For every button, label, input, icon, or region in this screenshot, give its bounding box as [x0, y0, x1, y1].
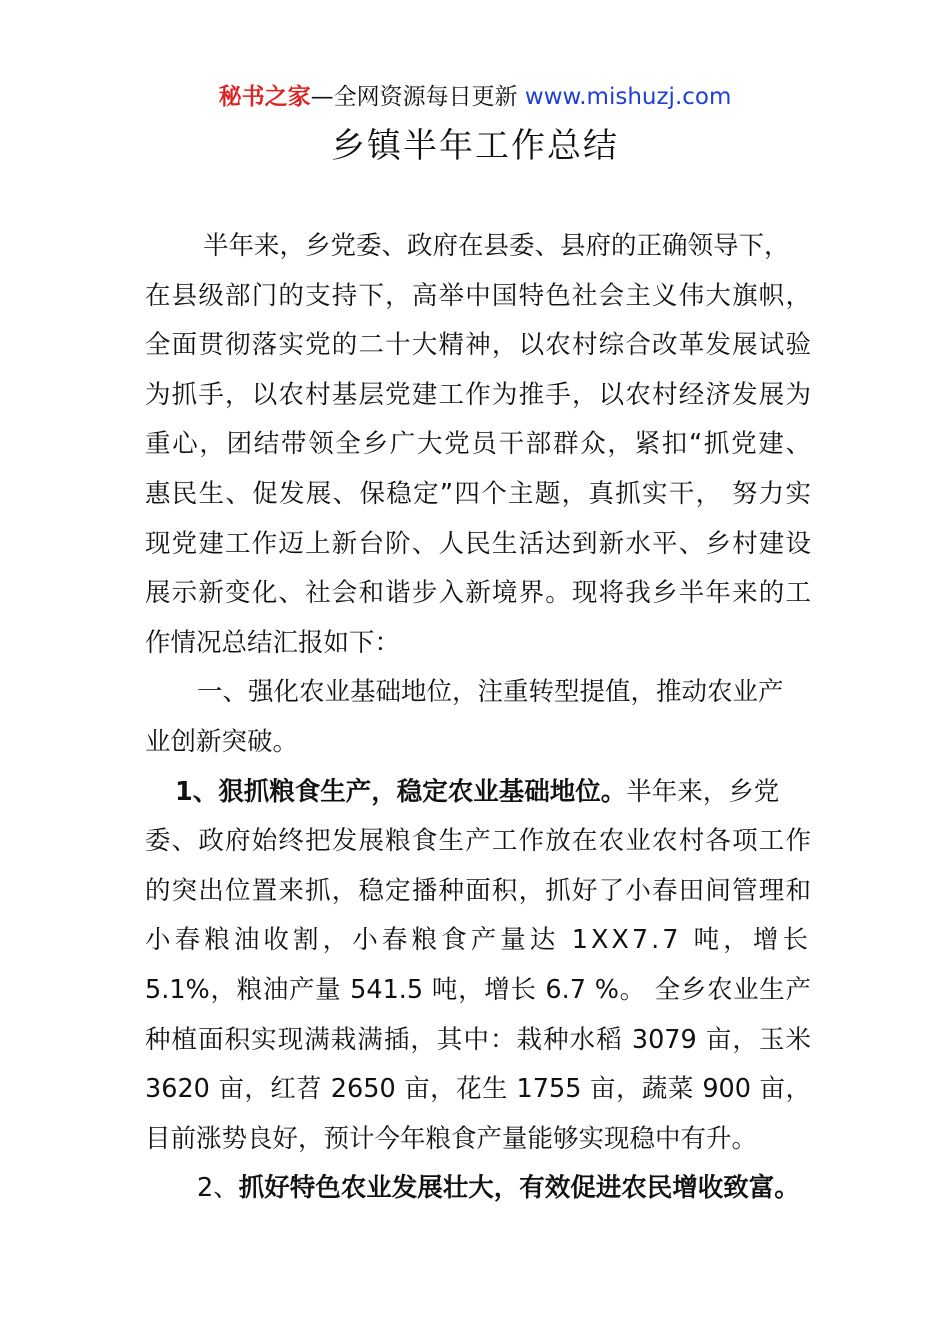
paragraph-line: 现党建工作迈上新台阶、人民生活达到新水平、乡村建设 [145, 528, 811, 559]
site-header [0, 80, 950, 114]
paragraph-line: 3620 亩，红苕 2650 亩，花生 1755 亩，蔬菜 900 亩， [145, 1074, 811, 1105]
document-title: 乡镇半年工作总结 [331, 126, 619, 166]
item-2-heading: 抓好特色农业发展壮大，有效促进农民增收致富。 [238, 1173, 800, 1204]
paragraph-line: 委、政府始终把发展粮食生产工作放在农业农村各项工作 [145, 826, 811, 857]
item-1-heading: 1、狠抓粮食生产，稳定农业基础地位。 [175, 776, 627, 807]
item-2-number: 2、 [197, 1173, 239, 1204]
item-2-line [145, 1164, 811, 1214]
paragraph-line: 为抓手，以农村基层党建工作为推手，以农村经济发展为 [145, 379, 811, 410]
document-body [145, 222, 811, 1214]
brand-name: 秘书之家 [218, 84, 311, 110]
item-1-text: 半年来，乡党 [626, 776, 780, 807]
section-heading-line: 一、强化农业基础地位，注重转型提值，推动农业产 [197, 677, 784, 708]
paragraph-line: 小春粮油收割，小春粮食产量达 1XX7.7 吨，增长 [145, 925, 811, 956]
header-tagline: —全网资源每日更新 [310, 84, 518, 110]
item-1-first-line [145, 768, 811, 818]
paragraph-line: 半年来，乡党委、政府在县委、县府的正确领导下， [203, 231, 790, 261]
paragraph-line: 5.1%，粮油产量 541.5 吨，增长 6.7 %。 全乡农业生产 [145, 974, 811, 1005]
paragraph-line: 的突出位置来抓，稳定播种面积，抓好了小春田间管理和 [145, 875, 811, 906]
paragraph-line: 惠民生、促发展、保稳定”四个主题，真抓实干， 努力实 [145, 478, 811, 509]
paragraph-line: 目前涨势良好，预计今年粮食产量能够实现稳中有升。 [145, 1123, 758, 1154]
site-url-link[interactable]: www.mishuzj.com [524, 84, 732, 110]
section-heading-line: 业创新突破。 [145, 726, 299, 757]
paragraph-line: 展示新变化、社会和谐步入新境界。现将我乡半年来的工 [145, 578, 811, 609]
paragraph-line: 全面贯彻落实党的二十大精神，以农村综合改革发展试验 [145, 330, 811, 361]
paragraph-line: 在县级部门的支持下，高举中国特色社会主义伟大旗帜， [145, 280, 811, 311]
paragraph-line: 作情况总结汇报如下： [145, 627, 401, 658]
paragraph-line: 重心，团结带领全乡广大党员干部群众，紧扣“抓党建、 [145, 429, 811, 460]
paragraph-line: 种植面积实现满栽满插，其中：栽种水稻 3079 亩，玉米 [145, 1024, 811, 1055]
